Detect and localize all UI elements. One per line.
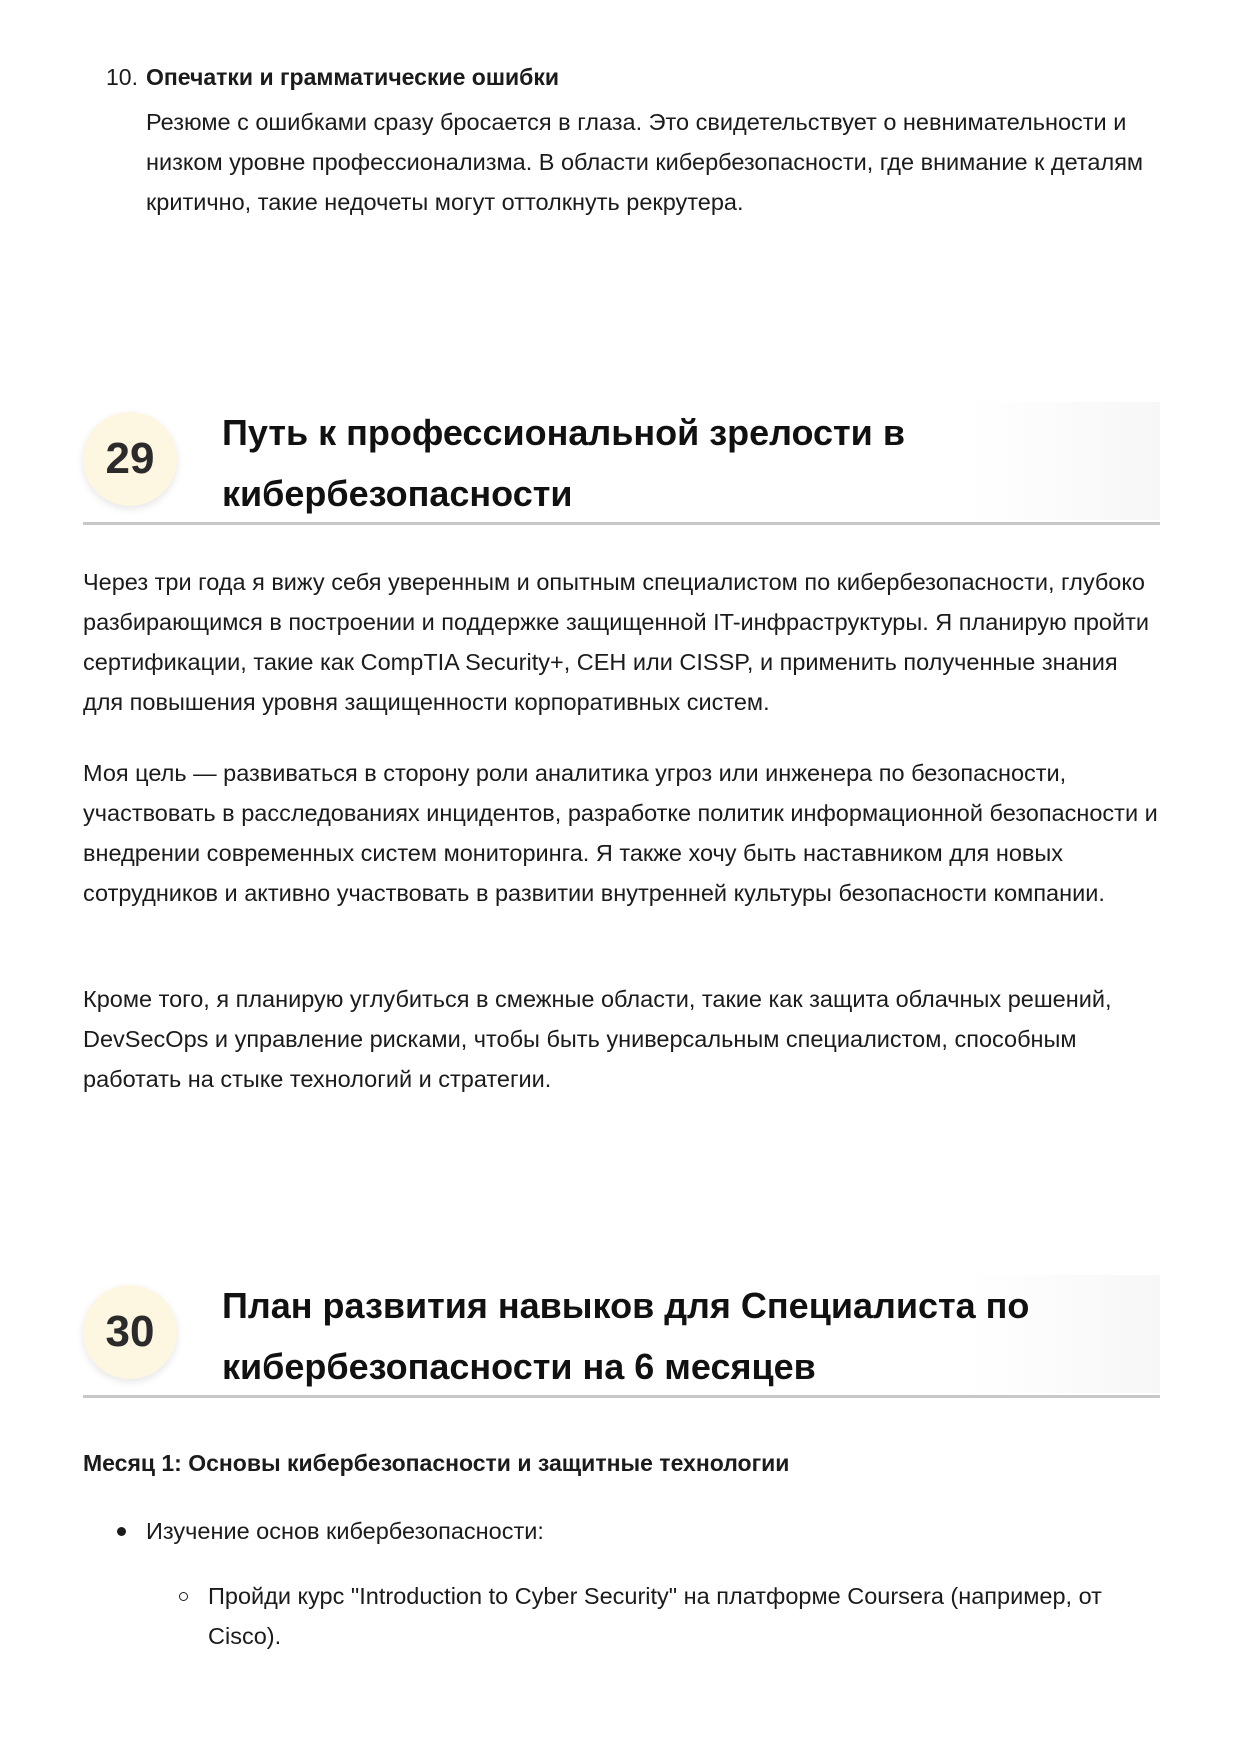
section-divider <box>83 1395 1160 1398</box>
month-heading: Месяц 1: Основы кибербезопасности и защитные технологии <box>83 1450 790 1476</box>
nested-list-item-text: Пройди курс "Introduction to Cyber Security" на платформе Coursera (например, от Cisco). <box>208 1583 1102 1649</box>
section-divider <box>83 522 1160 525</box>
section-title: Путь к профессиональной зрелости в кибербезопасности <box>222 412 905 514</box>
list-item-title: Опечатки и грамматические ошибки <box>146 64 560 90</box>
paragraph: Кроме того, я планирую углубиться в смежные области, такие как защита облачных решений, DevSecOps и управление рисками, чтобы быть универсальным специалистом, способным работать на стыке технологий и стратегии. <box>83 986 1112 1092</box>
section-title: План развития навыков для Специалиста по кибербезопасности на 6 месяцев <box>222 1285 1030 1387</box>
list-item-text: Резюме с ошибками сразу бросается в глаза. Это свидетельствует о невнимательности и низком уровне профессионализма. В области кибербезопасности, где внимание к деталям критично, такие недочеты могут оттолкнуть рекрутера. <box>146 109 1144 215</box>
paragraph: Моя цель — развиваться в сторону роли аналитика угроз или инженера по безопасности, участвовать в расследованиях инцидентов, разработке политик информационной безопасности и внедрении современных систем мониторинга. Я также хочу быть наставником для новых сотрудников и активно участвовать в развитии внутренней культуры безопасности компании. <box>83 760 1158 906</box>
paragraph: Через три года я вижу себя уверенным и опытным специалистом по кибербезопасности, глубоко разбирающимся в построении и поддержке защищенной IT-инфраструктуры. Я планирую пройти сертификации, такие как CompTIA Security+, CEH или CISSP, и применить полученные знания для повышения уровня защищенности корпоративных систем. <box>83 569 1149 715</box>
list-item-number: 10. <box>106 64 138 90</box>
bullet-disc-icon <box>117 1527 126 1536</box>
list-item-text: Изучение основ кибербезопасности: <box>146 1518 544 1544</box>
bullet-circle-icon <box>179 1592 188 1601</box>
section-number-badge: 29 <box>83 412 177 506</box>
section-number-badge: 30 <box>83 1285 177 1379</box>
